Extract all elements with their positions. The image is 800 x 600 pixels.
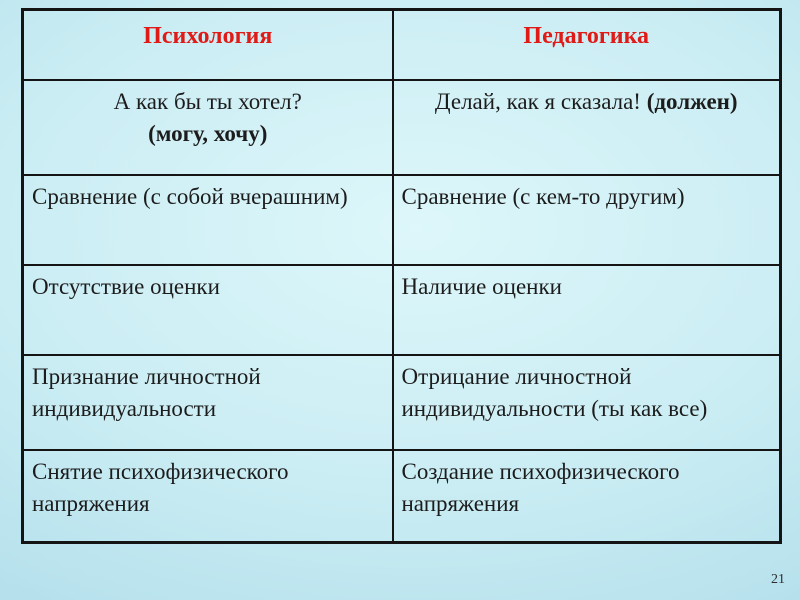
quote-can-want-line: (могу, хочу) — [148, 121, 268, 147]
cell-pedagogy-quote — [393, 80, 781, 175]
table-row-individuality — [23, 355, 781, 450]
cell-psychology-individuality: Признание личностной индивидуальности — [23, 355, 393, 450]
cell-pedagogy-comparison: Сравнение (с кем-то другим) — [393, 175, 781, 265]
cell-psychology-comparison: Сравнение (с собой вчерашним) — [23, 175, 393, 265]
cell-pedagogy-evaluation: Наличие оценки — [393, 265, 781, 355]
quote-must-text: (должен) — [646, 88, 738, 114]
table-row-tension — [23, 450, 781, 543]
table-row-quote — [23, 80, 781, 175]
table-row-evaluation — [23, 265, 781, 355]
cell-psychology-quote — [23, 80, 393, 175]
quote-command-text: Делай, как я сказала! — [434, 88, 647, 114]
comparison-table — [21, 8, 782, 544]
quote-question-line: А как бы ты хотел? — [113, 88, 302, 114]
cell-psychology-evaluation: Отсутствие оценки — [23, 265, 393, 355]
cell-psychology-tension: Снятие психофизического напряжения — [23, 450, 393, 543]
column-header-psychology: Психология — [23, 10, 393, 80]
cell-pedagogy-tension: Создание психофизического напряжения — [393, 450, 781, 543]
column-header-pedagogy: Педагогика — [393, 10, 781, 80]
page-number: 21 — [771, 572, 785, 587]
table-header-row — [23, 10, 781, 80]
cell-pedagogy-individuality: Отрицание личностной индивидуальности (ты как все) — [393, 355, 781, 450]
table-row-comparison — [23, 175, 781, 265]
